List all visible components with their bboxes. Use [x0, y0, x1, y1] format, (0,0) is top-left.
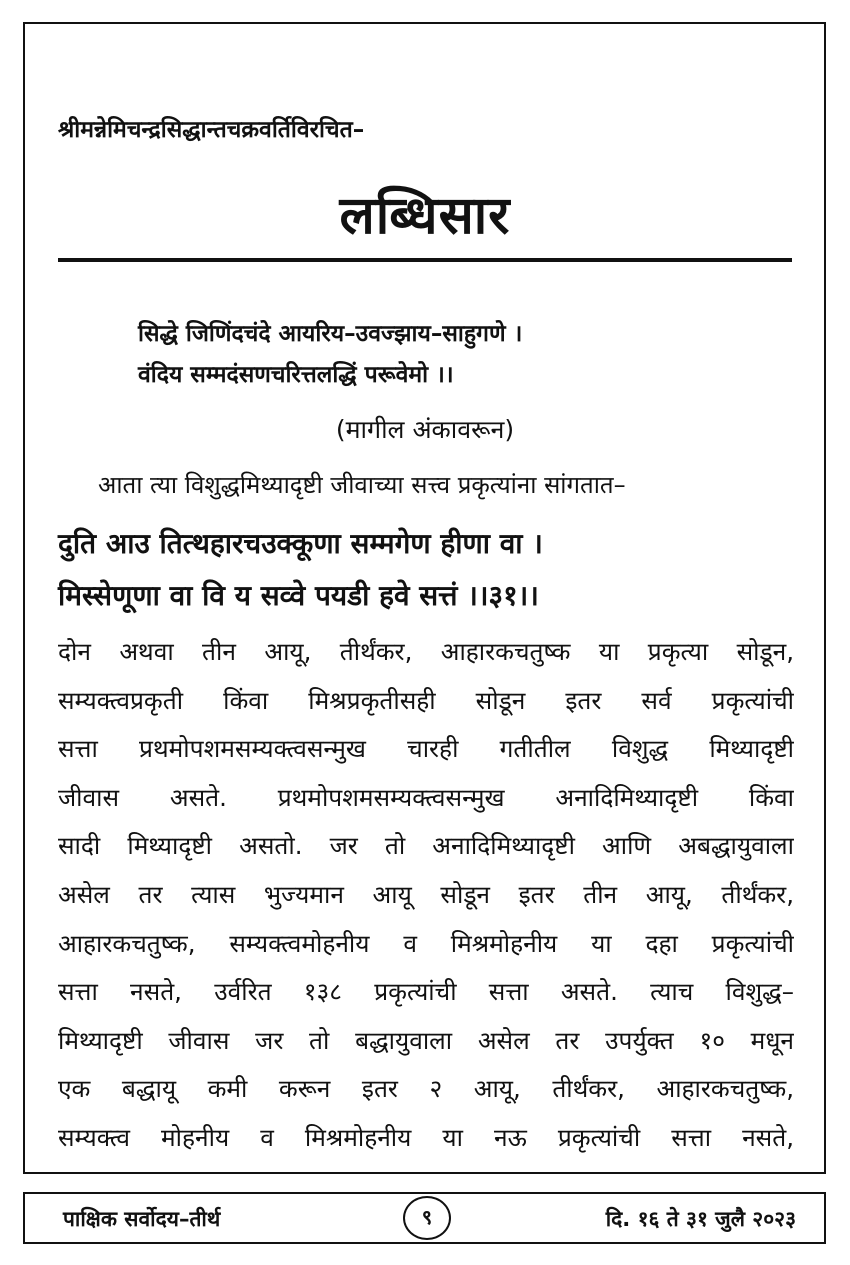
commentary-line: जीवास असते. प्रथमोपशमसम्यक्त्वसन्मुख अनादिमिथ्यादृष्टी किंवा: [58, 782, 794, 812]
commentary-line: सत्ता नसते, उर्वरित १३८ प्रकृत्यांची सत्ता असते. त्याच विशुद्ध–: [58, 977, 794, 1007]
page-title: लब्धिसार: [339, 186, 511, 246]
commentary-line: असेल तर त्यास भुज्यमान आयू सोडून इतर तीन आयू, तीर्थंकर,: [58, 879, 794, 909]
invocation-line-1: सिद्धे जिणिंदचंदे आयरिय–उवज्झाय–साहुगणे ।: [138, 321, 523, 347]
commentary-line: सत्ता प्रथमोपशमसम्यक्त्वसन्मुख चारही गतीतील विशुद्ध मिथ्यादृष्टी: [58, 734, 794, 764]
commentary-line: सादी मिथ्यादृष्टी असतो. जर तो अनादिमिथ्यादृष्टी आणि अबद्धायुवाला: [58, 831, 794, 861]
commentary-paragraph: [58, 628, 794, 1163]
commentary-line: आहारकचतुष्क, सम्यक्त्वमोहनीय व मिश्रमोहनीय या दहा प्रकृत्यांची: [58, 928, 794, 958]
issue-date: दि. १६ ते ३१ जुलै २०२३: [605, 1207, 796, 1231]
invocation-line-2: वंदिय सम्मदंसणचरित्तलद्धिं परूवेमो ।।: [138, 362, 454, 388]
commentary-line: सम्यक्त्वप्रकृती किंवा मिश्रप्रकृतीसही सोडून इतर सर्व प्रकृत्यांची: [58, 685, 794, 715]
page-number: ९: [403, 1196, 451, 1240]
commentary-line: मिथ्यादृष्टी जीवास जर तो बद्धायुवाला असेल तर उपर्युक्त १० मधून: [58, 1025, 794, 1055]
previous-issue-note: (मागील अंकावरून): [335, 415, 515, 444]
attribution-line: श्रीमन्नेमिचन्द्रसिद्धान्तचक्रवर्तिविरचित–: [58, 117, 365, 143]
intro-paragraph: आता त्या विशुद्धमिथ्यादृष्टी जीवाच्या सत्त्व प्रकृत्यांना सांगतात–: [98, 471, 626, 499]
title-divider: [58, 258, 792, 262]
publication-name: पाक्षिक सर्वोदय–तीर्थ: [63, 1207, 221, 1231]
commentary-line: सम्यक्त्व मोहनीय व मिश्रमोहनीय या नऊ प्रकृत्यांची सत्ता नसते,: [58, 1122, 794, 1152]
gatha-line-2: मिस्सेणूणा वा वि य सव्वे पयडी हवे सत्तं ।।३१।।: [58, 579, 539, 612]
gatha-line-1: दुति आउ तित्थहारचउक्कूणा सम्मगेण हीणा वा ।: [58, 527, 543, 560]
commentary-line: एक बद्धायू कमी करून इतर २ आयू, तीर्थंकर, आहारकचतुष्क,: [58, 1074, 794, 1104]
page-footer: [23, 1192, 826, 1244]
commentary-line: दोन अथवा तीन आयू, तीर्थंकर, आहारकचतुष्क या प्रकृत्या सोडून,: [58, 637, 794, 666]
